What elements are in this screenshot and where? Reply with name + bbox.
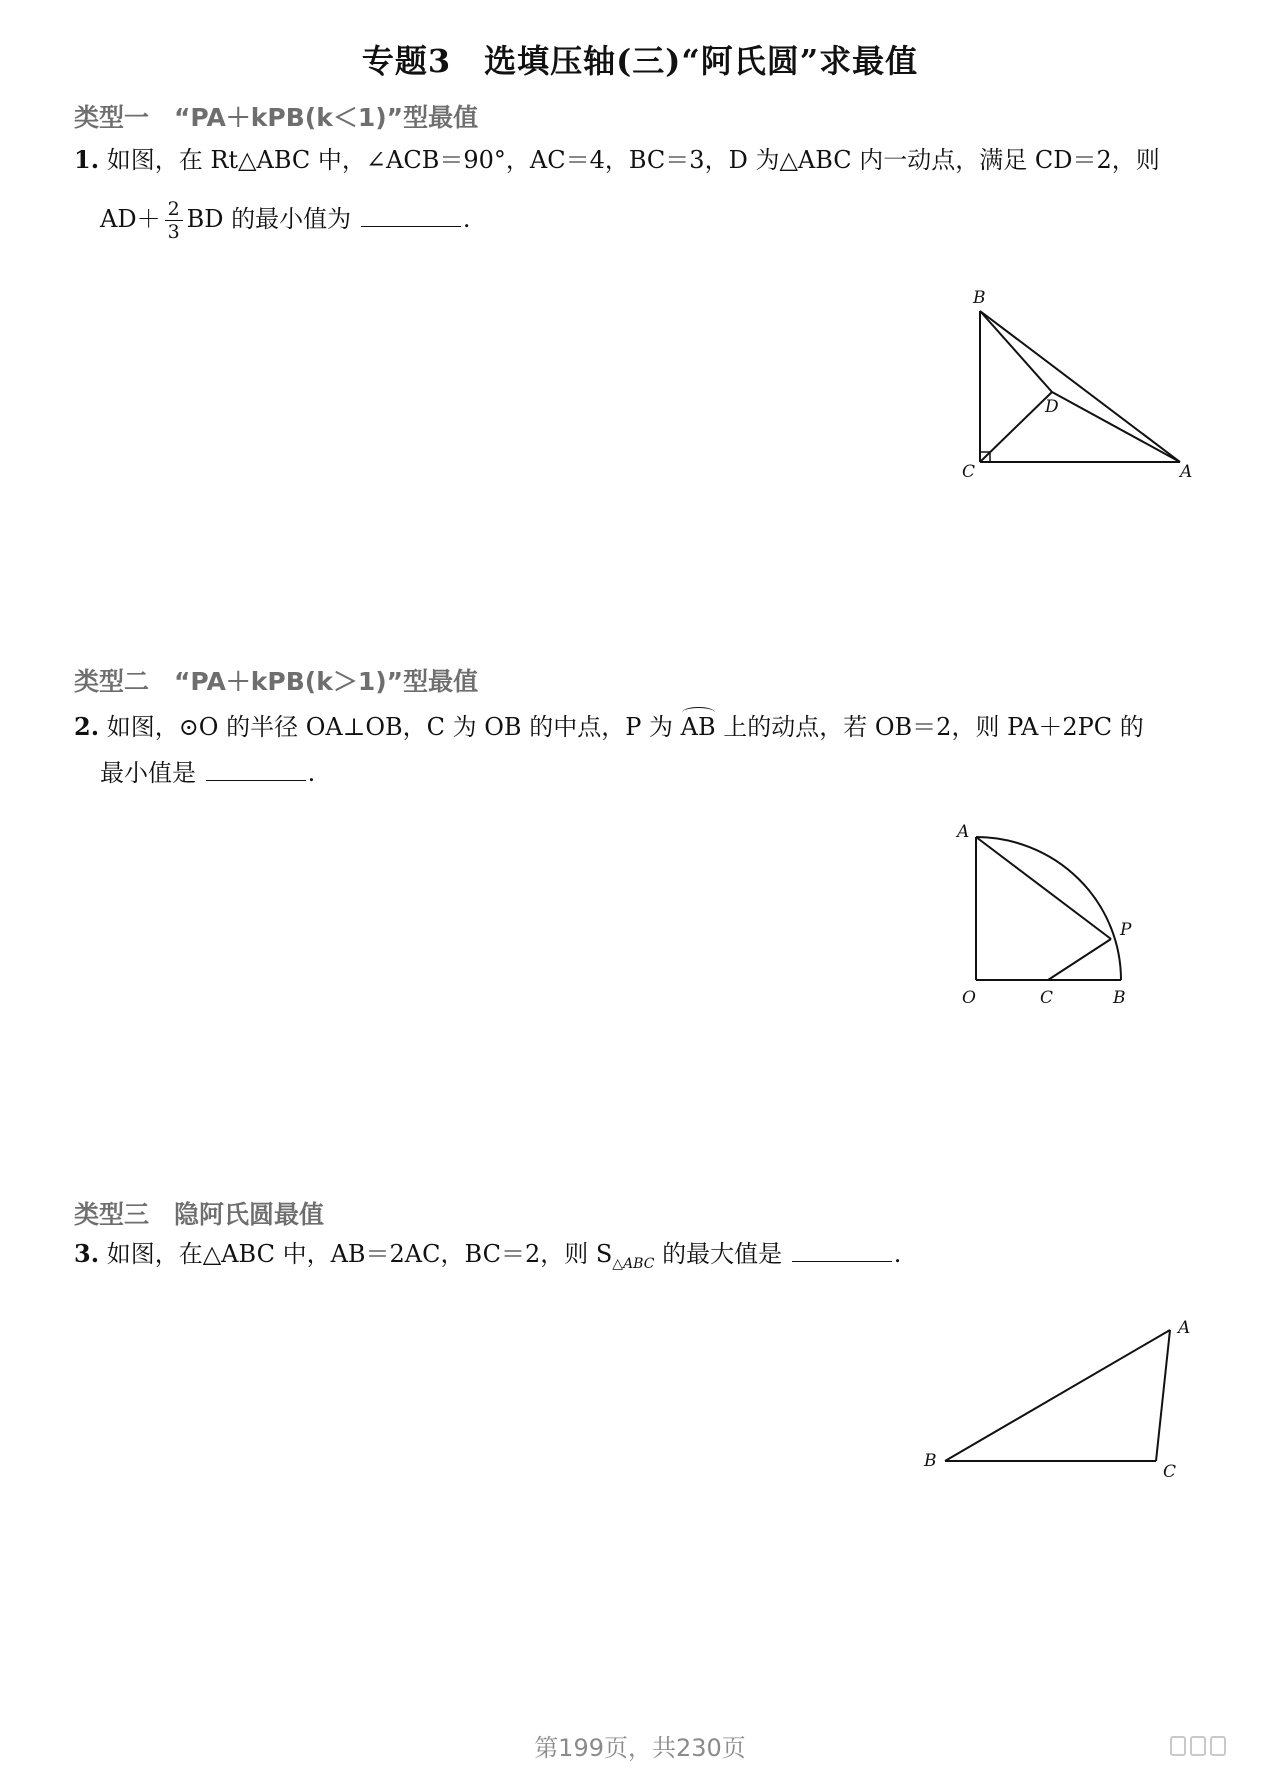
label-p-2: P <box>1120 920 1132 940</box>
page-title: 专题3 选填压轴(三)“阿氏圆”求最值 <box>361 42 919 80</box>
problem-3-line-1: 3. 如图，在△ABC 中，AB＝2AC，BC＝2，则 $S_{\triangle ABC}$ 的最大值是 . <box>74 1239 902 1272</box>
label-c-3: C <box>1163 1462 1177 1482</box>
page-footer: 第199页，共230页 <box>534 1734 746 1762</box>
label-a-2: A <box>957 822 970 842</box>
problem-2-number: 2. <box>74 712 100 741</box>
segment-ca <box>1156 1330 1170 1461</box>
problem-1-line-2: AD＋ $\frac{2}{3}$ BD 的最小值为 . <box>100 198 471 243</box>
segment-ab <box>945 1330 1170 1461</box>
label-b-1: B <box>973 288 986 308</box>
problem-1-text: 如图，在 Rt△ABC 中，∠ACB＝90°，AC＝4，BC＝3，D 为△ABC 内一动点，满足 CD＝2，则 <box>106 146 1160 174</box>
section-heading-type-3: 类型三 隐阿氏圆最值 <box>74 1200 325 1229</box>
label-o-2: O <box>962 988 976 1008</box>
problem-1-number: 1. <box>74 145 100 174</box>
problem-2-text-a: 如图，⊙O 的半径 OA⊥OB，C 为 OB 的中点，P 为 <box>106 713 673 741</box>
problem-3-subscript: △ABC <box>612 1255 655 1272</box>
problem-3-number: 3. <box>74 1239 100 1268</box>
label-c-2: C <box>1040 988 1054 1008</box>
label-a-1: A <box>1180 462 1193 482</box>
problem-2-prompt: 最小值是 <box>100 759 196 787</box>
label-b-3: B <box>924 1451 937 1471</box>
label-a-3: A <box>1178 1318 1191 1338</box>
label-c-1: C <box>962 462 976 482</box>
problem-3-text-b: 的最大值是 <box>662 1240 783 1268</box>
fraction-two-thirds: $\frac{2}{3}$ <box>165 198 183 243</box>
section-heading-type-1: 类型一 “PA＋kPB(k＜1)”型最值 <box>74 103 479 132</box>
label-b-2: B <box>1113 988 1126 1008</box>
label-d-1: D <box>1045 397 1059 417</box>
problem-2-line-2: 最小值是 . <box>100 759 316 787</box>
page-scroll-icon[interactable] <box>1170 1732 1240 1756</box>
section-heading-type-2: 类型二 “PA＋kPB(k＞1)”型最值 <box>74 667 479 696</box>
problem-2-text-b: 上的动点，若 OB＝2，则 PA＋2PC 的 <box>723 713 1144 741</box>
arc-ab-label: AB <box>680 713 716 741</box>
problem-3-text-a: 如图，在△ABC 中，AB＝2AC，BC＝2，则 S <box>106 1240 613 1268</box>
problem-1-expr-suffix: BD 的最小值为 <box>186 205 352 233</box>
problem-1-expr-prefix: AD＋ <box>100 205 161 233</box>
